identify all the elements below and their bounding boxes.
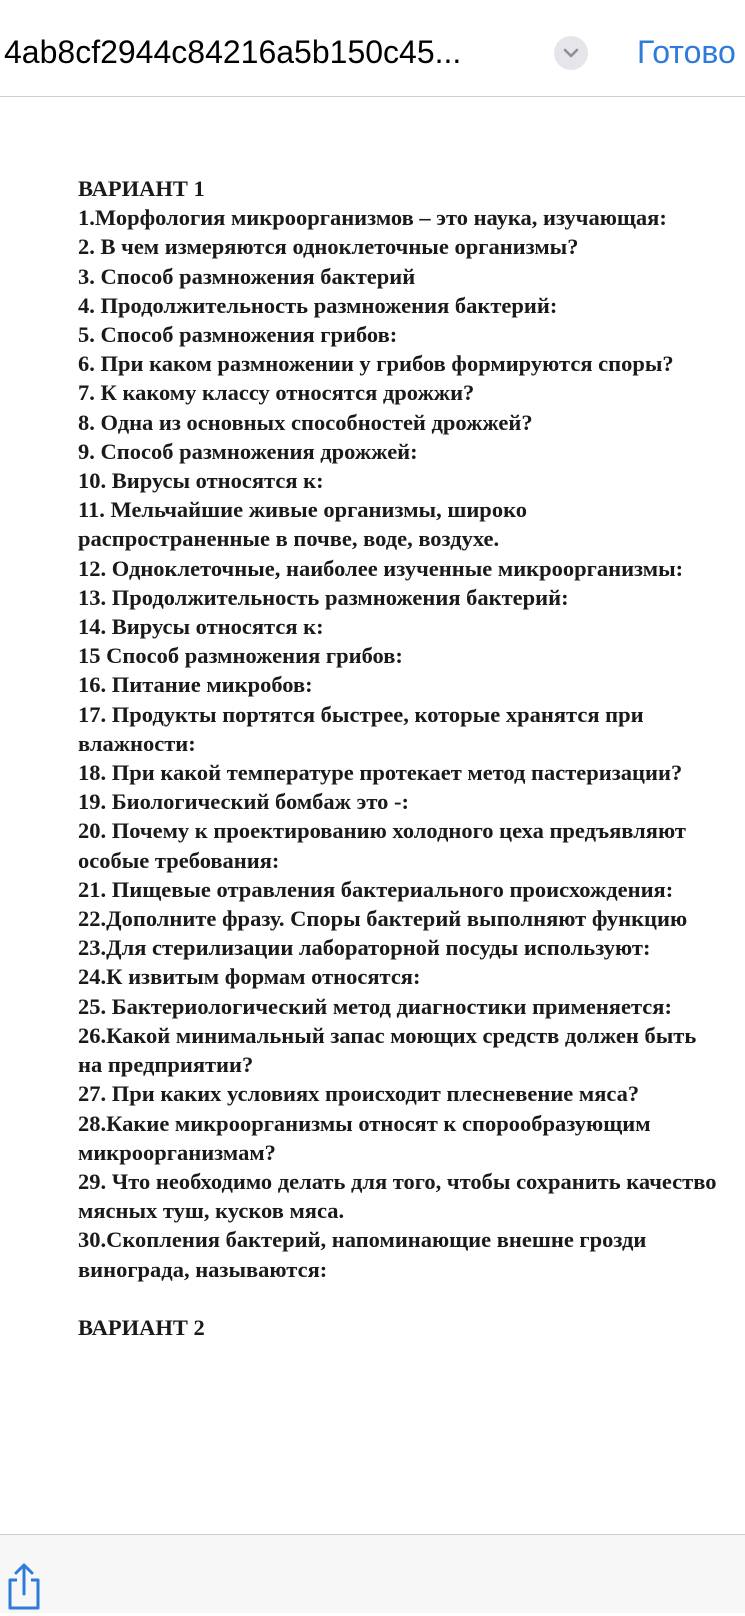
document-title: 4ab8cf2944c84216a5b150c45...: [4, 34, 462, 70]
question-20: 20. Почему к проектированию холодного цеха предъявляют особые требования:: [78, 818, 686, 873]
question-30: 30.Скопления бактерий, напоминающие внешне грозди винограда, называются:: [78, 1227, 647, 1282]
question-14: 14. Вирусы относятся к:: [78, 614, 324, 640]
question-3: 3. Способ размножения бактерий: [78, 263, 416, 289]
question-23: 23.Для стерилизации лабораторной посуды используют:: [78, 935, 651, 961]
document-viewer[interactable]: [0, 97, 745, 1534]
variant-2-heading: ВАРИАНТ 2: [78, 1314, 205, 1340]
question-10: 10. Вирусы относятся к:: [78, 468, 324, 494]
question-1: 1.Морфология микроорганизмов – это наука, изучающая:: [78, 205, 667, 231]
question-4: 4. Продолжительность размножения бактерий:: [78, 292, 558, 318]
question-8: 8. Одна из основных способностей дрожжей?: [78, 409, 533, 435]
done-button[interactable]: Готово: [637, 34, 736, 70]
question-12: 12. Одноклеточные, наиболее изученные микроорганизмы:: [78, 555, 684, 581]
chevron-down-icon[interactable]: [554, 36, 588, 70]
document-body: [78, 174, 723, 1342]
question-13: 13. Продолжительность размножения бактерий:: [78, 584, 569, 610]
question-25: 25. Бактериологический метод диагностики применяется:: [78, 993, 672, 1019]
question-18: 18. При какой температуре протекает метод пастеризации?: [78, 760, 683, 786]
question-15: 15 Способ размножения грибов:: [78, 643, 403, 669]
question-19: 19. Биологический бомбаж это -:: [78, 789, 409, 815]
bottom-toolbar: [0, 1534, 745, 1613]
question-29: 29. Что необходимо делать для того, чтобы сохранить качество мясных туш, кусков мяса.: [78, 1168, 717, 1224]
question-24: 24.К извитым формам относятся:: [78, 964, 421, 990]
question-17: 17. Продукты портятся быстрее, которые хранятся при влажности:: [78, 701, 644, 756]
question-7: 7. К какому классу относятся дрожжи?: [78, 380, 475, 406]
question-16: 16. Питание микробов:: [78, 672, 313, 698]
question-6: 6. При каком размножении у грибов формируются споры?: [78, 351, 674, 377]
question-9: 9. Способ размножения дрожжей:: [78, 438, 418, 464]
question-11: 11. Мельчайшие живые организмы, широко распространенные в почве, воде, воздухе.: [78, 497, 527, 552]
question-5: 5. Способ размножения грибов:: [78, 322, 398, 348]
variant-heading: ВАРИАНТ 1: [78, 176, 205, 201]
share-icon[interactable]: [5, 1563, 43, 1616]
question-28: 28.Какие микроорганизмы относят к спорообразующим микроорганизмам?: [78, 1110, 651, 1165]
question-26: 26.Какой минимальный запас моющих средств должен быть на предприятии?: [78, 1022, 697, 1078]
question-22: 22.Дополните фразу. Споры бактерий выполняют функцию: [78, 906, 688, 932]
top-bar: [0, 0, 745, 97]
question-21: 21. Пищевые отравления бактериального происхождения:: [78, 876, 674, 902]
question-27: 27. При каких условиях происходит плесневение мяса?: [78, 1081, 640, 1107]
question-2: 2. В чем измеряются одноклеточные организмы?: [78, 234, 579, 260]
